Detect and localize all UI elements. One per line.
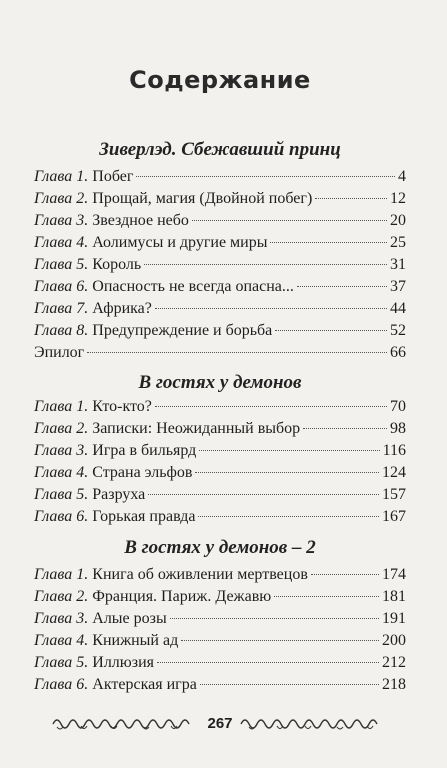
- chapter-title: Предупреждение и борьба: [92, 322, 273, 339]
- toc-entry: [34, 256, 406, 278]
- chapter-label: Глава 7.: [34, 300, 89, 317]
- page-ref: 98: [390, 420, 406, 437]
- chapter-label: Глава 6.: [34, 508, 89, 525]
- right-ornament-icon: [239, 714, 389, 732]
- toc-entry: [34, 420, 406, 442]
- chapter-title: Актерская игра: [92, 676, 197, 693]
- dot-leader: [195, 471, 379, 473]
- chapter-label: Глава 4.: [34, 234, 89, 251]
- dot-leader: [297, 285, 387, 287]
- chapter-title: Африка?: [92, 300, 152, 317]
- chapter-label: Глава 5.: [34, 486, 89, 503]
- dot-leader: [200, 683, 379, 685]
- chapter-label: Глава 3.: [34, 442, 89, 459]
- page-ref: 70: [390, 398, 406, 415]
- chapter-title: Горькая правда: [92, 508, 196, 525]
- dot-leader: [315, 197, 387, 199]
- page-footer: [34, 714, 406, 732]
- toc-entry: [34, 464, 406, 486]
- page-ref: 25: [390, 234, 406, 251]
- dot-leader: [155, 405, 387, 407]
- dot-leader: [192, 219, 387, 221]
- page-heading: Содержание: [129, 66, 311, 94]
- section-entries: [34, 168, 406, 366]
- page-ref: 157: [382, 486, 406, 503]
- toc-entry: [34, 632, 406, 654]
- toc-entry: [34, 588, 406, 610]
- dot-leader: [274, 595, 379, 597]
- page-ref: 4: [398, 168, 406, 185]
- toc-entry: [34, 398, 406, 420]
- dot-leader: [270, 241, 387, 243]
- page-ref: 212: [382, 654, 406, 671]
- chapter-label: Глава 8.: [34, 322, 89, 339]
- chapter-title: Книга об оживлении мертвецов: [92, 566, 308, 583]
- toc-entry: [34, 508, 406, 530]
- page-ref: 218: [382, 676, 406, 693]
- page-ref: 181: [382, 588, 406, 605]
- chapter-title: Побег: [92, 168, 134, 185]
- chapter-label: Глава 5.: [34, 256, 89, 273]
- section-title: В гостях у демонов: [138, 372, 302, 393]
- chapter-label: Глава 1.: [34, 566, 89, 583]
- toc-entry: [34, 278, 406, 300]
- page-number: 267: [207, 714, 233, 732]
- chapter-label: Глава 1.: [34, 398, 89, 415]
- chapter-title: Аолимусы и другие миры: [92, 234, 268, 251]
- toc-entry: [34, 322, 406, 344]
- chapter-label: Глава 2.: [34, 420, 89, 437]
- chapter-label: Глава 6.: [34, 676, 89, 693]
- dot-leader: [275, 329, 387, 331]
- toc-entry: [34, 610, 406, 632]
- dot-leader: [157, 661, 379, 663]
- toc-entry: [34, 168, 406, 190]
- page-ref: 37: [390, 278, 406, 295]
- chapter-title: Игра в бильярд: [92, 442, 197, 459]
- chapter-title: Прощай, магия (Двойной побег): [92, 190, 313, 207]
- section-title: В гостях у демонов – 2: [124, 537, 316, 558]
- toc-entry: [34, 300, 406, 322]
- chapter-title: Король: [92, 256, 142, 273]
- page-ref: 200: [382, 632, 406, 649]
- page-ref: 66: [390, 344, 406, 361]
- page-ref: 12: [390, 190, 406, 207]
- page-ref: 116: [382, 442, 406, 459]
- section-entries: [34, 566, 406, 698]
- dot-leader: [136, 175, 395, 177]
- chapter-label: Глава 2.: [34, 190, 89, 207]
- chapter-label: Глава 4.: [34, 464, 89, 481]
- page-ref: 52: [390, 322, 406, 339]
- dot-leader: [144, 263, 387, 265]
- chapter-title: Опасность не всегда опасна...: [92, 278, 294, 295]
- dot-leader: [87, 351, 387, 353]
- toc-entry: [34, 212, 406, 234]
- page-ref: 174: [382, 566, 406, 583]
- toc-entry: [34, 676, 406, 698]
- chapter-title: Алые розы: [92, 610, 167, 627]
- chapter-title: Страна эльфов: [92, 464, 193, 481]
- chapter-label: Глава 4.: [34, 632, 89, 649]
- dot-leader: [170, 617, 379, 619]
- page-ref: 44: [390, 300, 406, 317]
- dot-leader: [198, 515, 379, 517]
- page-ref: 124: [382, 464, 406, 481]
- toc-entry: [34, 566, 406, 588]
- dot-leader: [148, 493, 379, 495]
- chapter-label: Глава 6.: [34, 278, 89, 295]
- dot-leader: [303, 427, 387, 429]
- chapter-title: Иллюзия: [92, 654, 154, 671]
- section-title: Зиверлэд. Сбежавший принц: [99, 139, 341, 160]
- toc-entry: [34, 486, 406, 508]
- dot-leader: [199, 449, 379, 451]
- toc-entry: [34, 234, 406, 256]
- dot-leader: [181, 639, 379, 641]
- section-entries: [34, 398, 406, 530]
- page-ref: 191: [382, 610, 406, 627]
- left-ornament-icon: [51, 714, 201, 732]
- chapter-label: Глава 2.: [34, 588, 89, 605]
- dot-leader: [311, 573, 379, 575]
- chapter-label: Глава 1.: [34, 168, 89, 185]
- chapter-title: Книжный ад: [92, 632, 179, 649]
- chapter-title: Разруха: [92, 486, 146, 503]
- toc-entry: [34, 190, 406, 212]
- toc-entry: [34, 442, 406, 464]
- chapter-title: Звездное небо: [92, 212, 189, 229]
- page-ref: 31: [390, 256, 406, 273]
- page-ref: 20: [390, 212, 406, 229]
- page-ref: 167: [382, 508, 406, 525]
- dot-leader: [155, 307, 387, 309]
- chapter-label: Глава 3.: [34, 610, 89, 627]
- chapter-title: Кто-кто?: [92, 398, 152, 415]
- toc-page: [34, 0, 406, 768]
- chapter-title: Эпилог: [34, 344, 85, 361]
- toc-entry: [34, 654, 406, 676]
- toc-entry: [34, 344, 406, 366]
- chapter-label: Глава 5.: [34, 654, 89, 671]
- chapter-title: Записки: Неожиданный выбор: [92, 420, 301, 437]
- chapter-label: Глава 3.: [34, 212, 89, 229]
- chapter-title: Франция. Париж. Дежавю: [92, 588, 272, 605]
